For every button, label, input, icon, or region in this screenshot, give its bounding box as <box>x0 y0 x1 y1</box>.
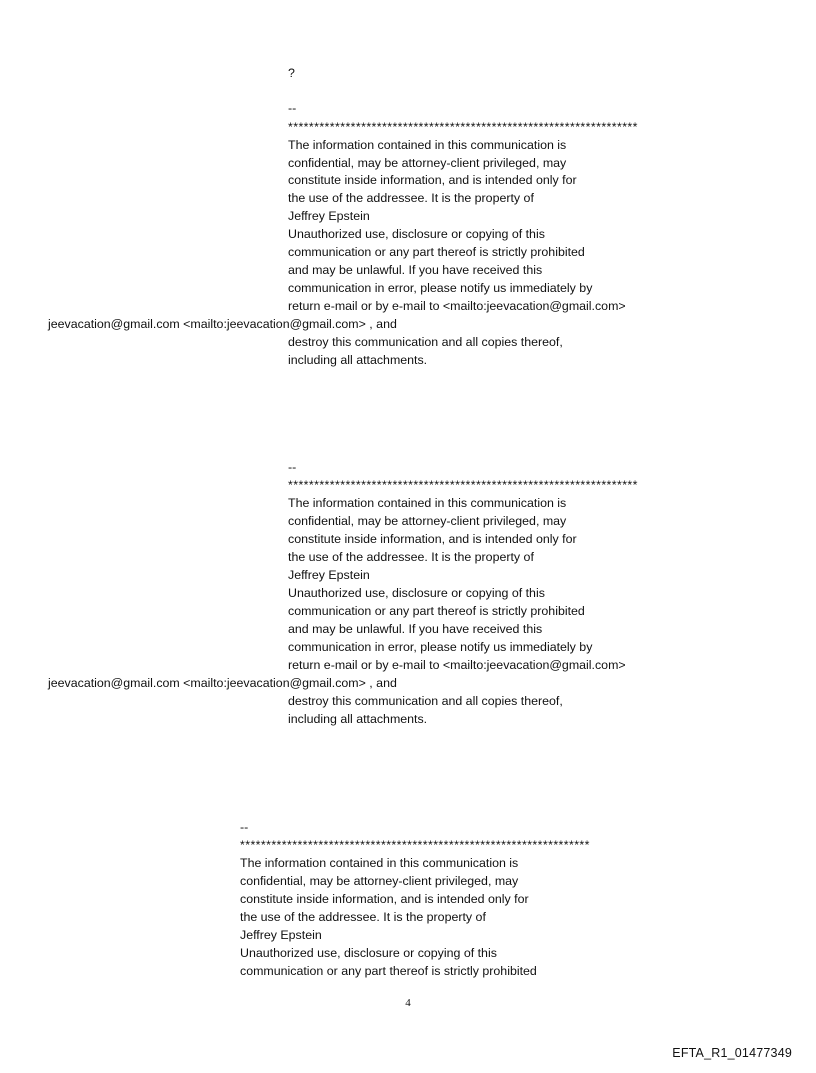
disclaimer-line: jeevacation@gmail.com <mailto:jeevacation@gmail.com> , and <box>48 317 397 331</box>
asterisk-rule: ******************************************************************* <box>240 838 590 852</box>
disclaimer-line: confidential, may be attorney-client privileged, may <box>288 514 567 528</box>
disclaimer-line: Unauthorized use, disclosure or copying of this <box>288 227 545 241</box>
disclaimer-line: Jeffrey Epstein <box>288 209 370 223</box>
disclaimer-line: Unauthorized use, disclosure or copying of this <box>288 586 545 600</box>
disclaimer-line: constitute inside information, and is intended only for <box>240 892 529 906</box>
disclaimer-line: Jeffrey Epstein <box>240 928 322 942</box>
disclaimer-line: communication in error, please notify us immediately by <box>288 281 593 295</box>
document-id: EFTA_R1_01477349 <box>672 1046 792 1060</box>
question-mark-text: ? <box>288 66 295 80</box>
asterisk-rule: ******************************************************************* <box>288 478 638 492</box>
disclaimer-line: the use of the addressee. It is the property of <box>240 910 486 924</box>
disclaimer-line: and may be unlawful. If you have received this <box>288 622 543 636</box>
disclaimer-line: return e-mail or by e-mail to <mailto:jeevacation@gmail.com> <box>288 658 626 672</box>
disclaimer-line: jeevacation@gmail.com <mailto:jeevacation@gmail.com> , and <box>48 676 397 690</box>
separator-dashes: -- <box>240 820 249 834</box>
disclaimer-line: The information contained in this communication is <box>288 496 567 510</box>
separator-dashes: -- <box>288 101 297 115</box>
disclaimer-line: communication or any part thereof is strictly prohibited <box>240 964 537 978</box>
asterisk-rule: ******************************************************************* <box>288 120 638 134</box>
disclaimer-line: Unauthorized use, disclosure or copying of this <box>240 946 497 960</box>
disclaimer-line: including all attachments. <box>288 353 428 367</box>
disclaimer-line: The information contained in this communication is <box>240 856 519 870</box>
disclaimer-line: communication or any part thereof is strictly prohibited <box>288 245 585 259</box>
disclaimer-line: communication or any part thereof is strictly prohibited <box>288 604 585 618</box>
disclaimer-line: constitute inside information, and is intended only for <box>288 532 577 546</box>
disclaimer-line: the use of the addressee. It is the property of <box>288 191 534 205</box>
disclaimer-line: communication in error, please notify us immediately by <box>288 640 593 654</box>
disclaimer-line: the use of the addressee. It is the property of <box>288 550 534 564</box>
disclaimer-line: constitute inside information, and is intended only for <box>288 173 577 187</box>
disclaimer-line: including all attachments. <box>288 712 428 726</box>
disclaimer-line: destroy this communication and all copies thereof, <box>288 335 563 349</box>
page-number: 4 <box>405 997 411 1009</box>
disclaimer-line: and may be unlawful. If you have received this <box>288 263 543 277</box>
disclaimer-line: The information contained in this communication is <box>288 138 567 152</box>
disclaimer-line: return e-mail or by e-mail to <mailto:jeevacation@gmail.com> <box>288 299 626 313</box>
separator-dashes: -- <box>288 460 297 474</box>
disclaimer-line: Jeffrey Epstein <box>288 568 370 582</box>
disclaimer-line: confidential, may be attorney-client privileged, may <box>288 156 567 170</box>
disclaimer-line: confidential, may be attorney-client privileged, may <box>240 874 519 888</box>
disclaimer-line: destroy this communication and all copies thereof, <box>288 694 563 708</box>
